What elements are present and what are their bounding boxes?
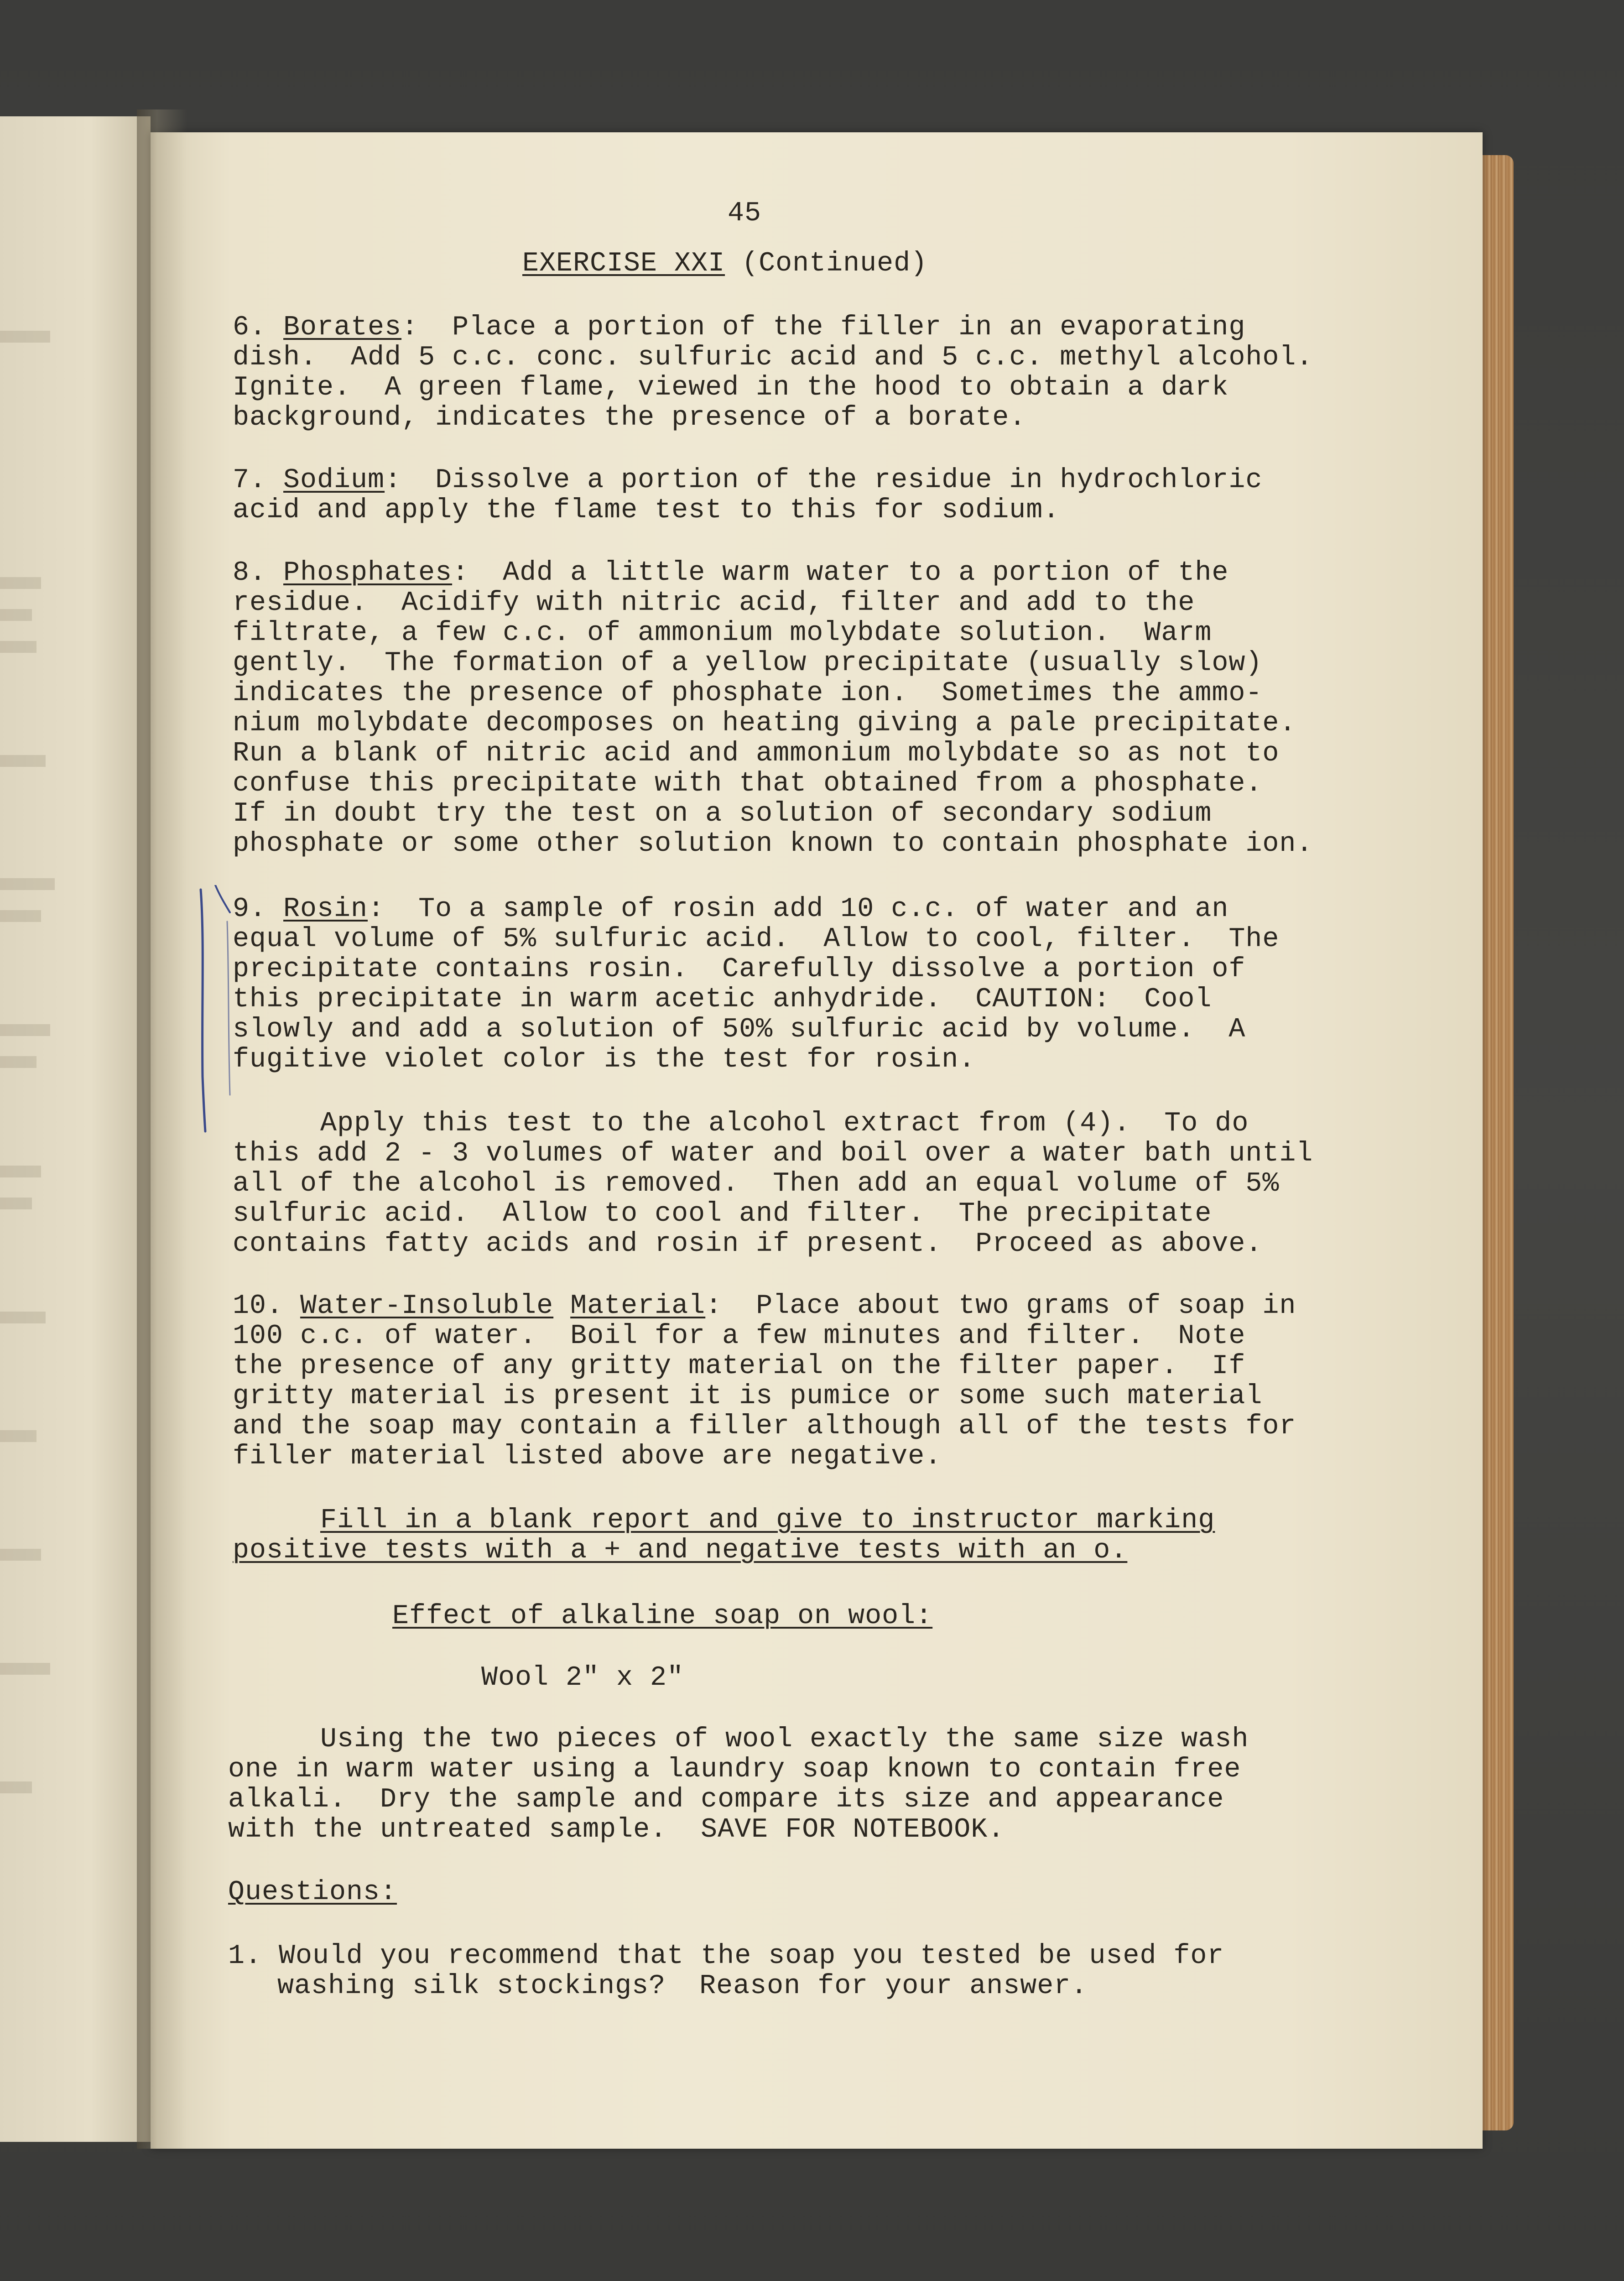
phosphates-line-1: 8. Phosphates: Add a little warm water to a portion of the [233, 557, 1229, 588]
phosphates-line-6: nium molybdate decomposes on heating giving a pale precipitate. [233, 708, 1296, 739]
borates-line-3: Ignite. A green flame, viewed in the hood to obtain a dark [233, 372, 1229, 403]
rosin-line-4: this precipitate in warm acetic anhydride. CAUTION: Cool [233, 984, 1212, 1015]
phosphates-line-10: phosphate or some other solution known to contain phosphate ion. [233, 828, 1313, 859]
phosphates-line-9: If in doubt try the test on a solution of secondary sodium [233, 798, 1212, 829]
rosin-para2-line-5: contains fatty acids and rosin if present. Proceed as above. [233, 1229, 1263, 1260]
sodium-line-1: 7. Sodium: Dissolve a portion of the residue in hydrochloric [233, 465, 1263, 496]
report-instruction-line-2: positive tests with a + and negative tests with an o. [233, 1535, 1128, 1566]
book-page [151, 132, 1483, 2149]
water-insoluble-line-1: 10. Water-Insoluble Material: Place about two grams of soap in [233, 1291, 1296, 1322]
borates-line-1: 6. Borates: Place a portion of the filler in an evaporating [233, 312, 1246, 343]
sodium-line-2: acid and apply the flame test to this for sodium. [233, 495, 1060, 526]
rosin-line-2: equal volume of 5% sulfuric acid. Allow to cool, filter. The [233, 924, 1280, 955]
page-number: 45 [728, 198, 762, 229]
page-stack-edge [1477, 155, 1514, 2130]
effect-line-2: one in warm water using a laundry soap known to contain free [228, 1754, 1241, 1785]
page-title: EXERCISE XXI (Continued) [522, 248, 928, 279]
page-text [151, 132, 1483, 2149]
phosphates-line-5: indicates the presence of phosphate ion. Sometimes the ammo- [233, 678, 1263, 709]
rosin-line-1: 9. Rosin: To a sample of rosin add 10 c.c. of water and an [233, 894, 1229, 925]
water-insoluble-line-3: the presence of any gritty material on the filter paper. If [233, 1351, 1246, 1382]
water-insoluble-line-4: gritty material is present it is pumice or some such material [233, 1381, 1263, 1412]
borates-line-2: dish. Add 5 c.c. conc. sulfuric acid and 5 c.c. methyl alcohol. [233, 342, 1313, 373]
rosin-para2-line-3: all of the alcohol is removed. Then add an equal volume of 5% [233, 1168, 1280, 1199]
phosphates-line-2: residue. Acidify with nitric acid, filter and add to the [233, 588, 1195, 619]
phosphates-line-8: confuse this precipitate with that obtained from a phosphate. [233, 768, 1263, 799]
rosin-para2-line-4: sulfuric acid. Allow to cool and filter. The precipitate [233, 1198, 1212, 1229]
question-1-line-1: 1. Would you recommend that the soap you tested be used for [228, 1941, 1224, 1972]
effect-heading: Effect of alkaline soap on wool: [392, 1601, 933, 1632]
water-insoluble-line-6: filler material listed above are negative. [233, 1441, 942, 1472]
effect-line-1: Using the two pieces of wool exactly the same size wash [320, 1724, 1249, 1755]
question-1-line-2: washing silk stockings? Reason for your answer. [277, 1971, 1088, 2002]
phosphates-line-4: gently. The formation of a yellow precipitate (usually slow) [233, 648, 1263, 679]
water-insoluble-line-2: 100 c.c. of water. Boil for a few minutes and filter. Note [233, 1321, 1246, 1352]
rosin-para2-line-1: Apply this test to the alcohol extract from (4). To do [320, 1108, 1249, 1139]
report-instruction-line-1: Fill in a blank report and give to instructor marking [320, 1505, 1215, 1536]
wool-sample-size: Wool 2" x 2" [481, 1662, 684, 1693]
phosphates-line-7: Run a blank of nitric acid and ammonium molybdate so as not to [233, 738, 1280, 769]
phosphates-line-3: filtrate, a few c.c. of ammonium molybdate solution. Warm [233, 618, 1212, 649]
water-insoluble-line-5: and the soap may contain a filler although all of the tests for [233, 1411, 1296, 1442]
rosin-line-6: fugitive violet color is the test for rosin. [233, 1044, 976, 1075]
effect-line-4: with the untreated sample. SAVE FOR NOTEBOOK. [228, 1814, 1005, 1845]
rosin-line-3: precipitate contains rosin. Carefully dissolve a portion of [233, 954, 1246, 985]
book-gutter-shadow [137, 109, 187, 2149]
facing-page [0, 116, 151, 2142]
effect-line-3: alkali. Dry the sample and compare its size and appearance [228, 1784, 1224, 1815]
borates-line-4: background, indicates the presence of a borate. [233, 402, 1026, 433]
rosin-line-5: slowly and add a solution of 50% sulfuric acid by volume. A [233, 1014, 1246, 1045]
questions-heading: Questions: [228, 1877, 397, 1908]
rosin-para2-line-2: this add 2 - 3 volumes of water and boil over a water bath until [233, 1138, 1313, 1169]
